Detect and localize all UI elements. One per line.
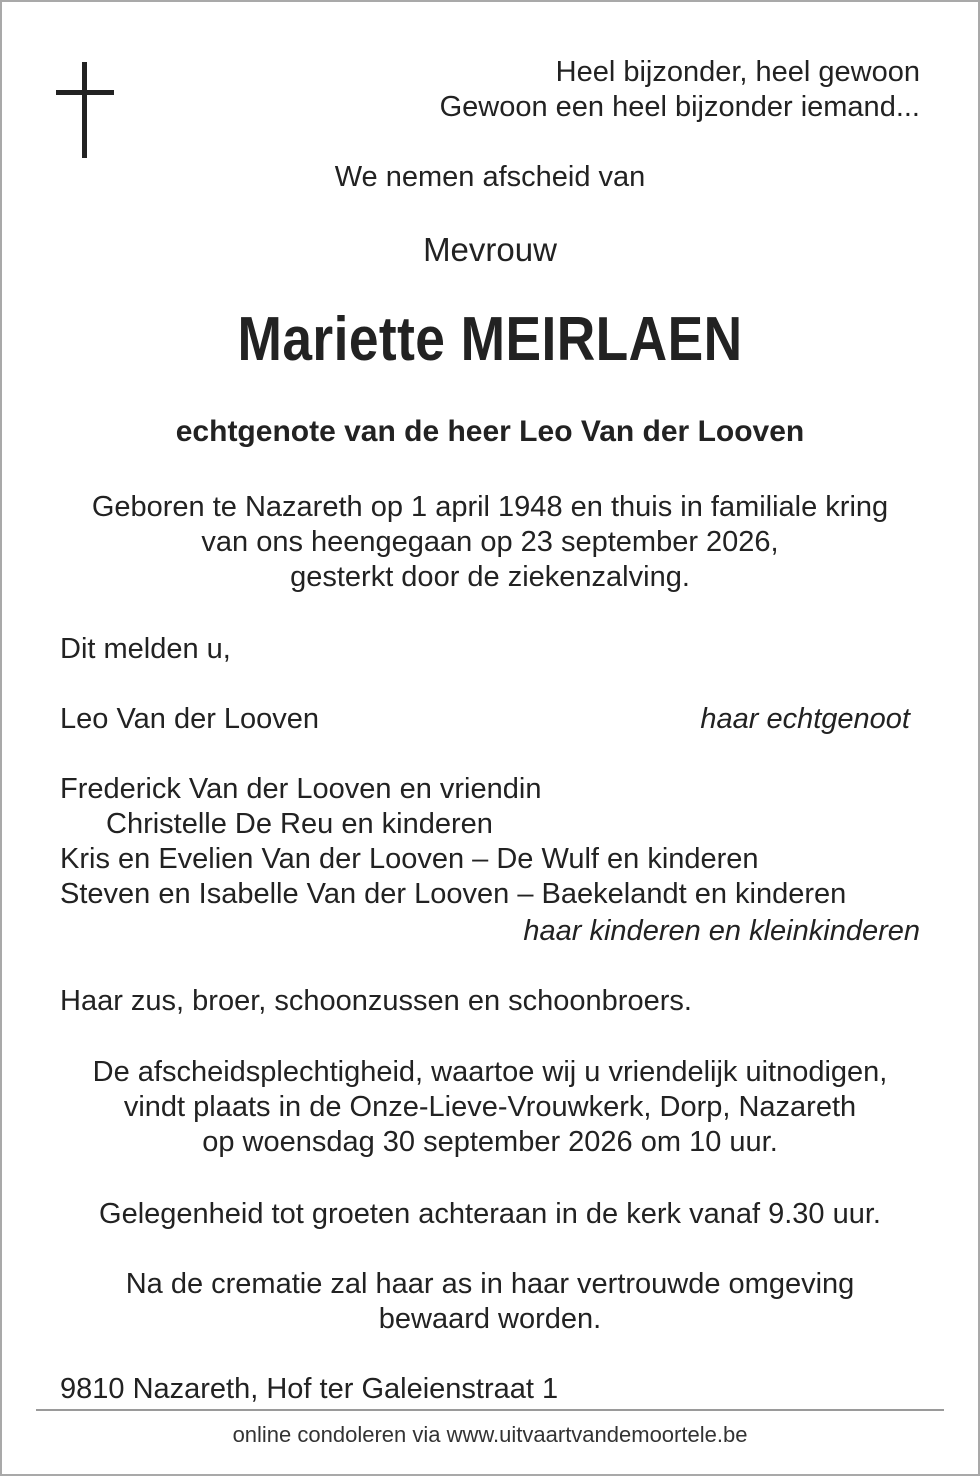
family-line: Frederick Van der Looven en vriendin: [60, 773, 542, 805]
siblings-line: Haar zus, broer, schoonzussen en schoonbroers.: [60, 985, 692, 1017]
text-line: Na de crematie zal haar as in haar vertrouwde omgeving: [125, 1268, 855, 1300]
intro-text: We nemen afscheid van: [334, 161, 646, 193]
family-line: Christelle De Reu en kinderen: [106, 808, 493, 840]
condolence-link[interactable]: online condoleren via www.uitvaartvandemoortele.be: [232, 1422, 748, 1447]
children-list: [60, 772, 846, 912]
divider: [36, 1409, 944, 1411]
motto: [440, 55, 920, 125]
husband-name: Leo Van der Looven: [60, 703, 320, 735]
birth-death-paragraph: [0, 490, 980, 595]
cross-icon: [56, 62, 114, 158]
children-role: haar kinderen en kleinkinderen: [523, 915, 920, 947]
text-line: van ons heengegaan op 23 september 2026,: [201, 526, 779, 558]
text-line: bewaard worden.: [378, 1303, 602, 1335]
family-line: Kris en Evelien Van der Looven – De Wulf en kinderen: [60, 843, 759, 875]
text-line: gesterkt door de ziekenzalving.: [290, 561, 690, 593]
text-line: Geboren te Nazareth op 1 april 1948 en thuis in familiale kring: [91, 491, 889, 523]
address: 9810 Nazareth, Hof ter Galeienstraat 1: [60, 1373, 559, 1405]
deceased-name: Mariette MEIRLAEN: [237, 305, 743, 374]
motto-line: Gewoon een heel bijzonder iemand...: [439, 91, 920, 123]
husband-role: haar echtgenoot: [700, 703, 910, 735]
family-line: Steven en Isabelle Van der Looven – Baekelandt en kinderen: [60, 878, 847, 910]
greeting-line: Gelegenheid tot groeten achteraan in de kerk vanaf 9.30 uur.: [99, 1198, 881, 1230]
text-line: op woensdag 30 september 2026 om 10 uur.: [202, 1126, 778, 1158]
honorific: Mevrouw: [423, 231, 557, 268]
text-line: vindt plaats in de Onze-Lieve-Vrouwkerk, Dorp, Nazareth: [123, 1091, 857, 1123]
spouse-line: echtgenote van de heer Leo Van der Looven: [175, 415, 805, 448]
cremation-paragraph: [0, 1267, 980, 1337]
motto-line: Heel bijzonder, heel gewoon: [555, 56, 920, 88]
text-line: De afscheidsplechtigheid, waartoe wij u vriendelijk uitnodigen,: [92, 1056, 888, 1088]
ceremony-paragraph: [0, 1055, 980, 1160]
notify-text: Dit melden u,: [60, 633, 231, 665]
